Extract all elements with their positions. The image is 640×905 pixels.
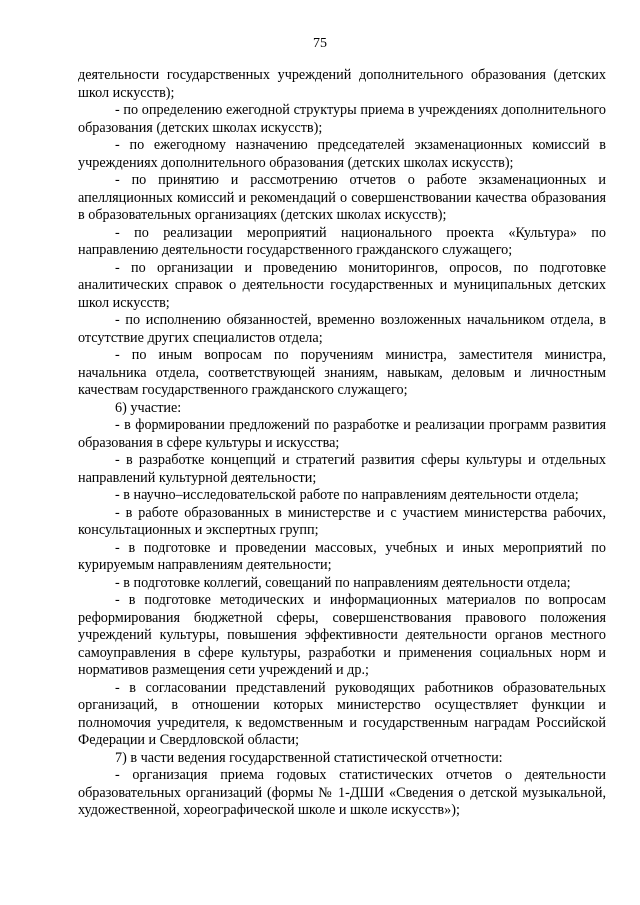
section-heading-participation: 6) участие:: [115, 399, 182, 416]
list-item-concepts-strategies: - в разработке концепций и стратегий развития сферы культуры и отдельных направлений культурной деятельности;: [78, 452, 606, 486]
list-item-methodical-materials: - в подготовке методических и информационных материалов по вопросам реформирования бюджетной сферы, совершенствования правового положения учреждений культуры, повышения эффективности деятельности органов местного самоуправления в сфере культуры, разработки и применения социальных норм и нормативов размещения сети учреждений и др.;: [78, 592, 606, 678]
list-item-temporary-duties: - по исполнению обязанностей, временно возложенных начальником отдела, в отсутствие других специалистов отдела;: [78, 312, 606, 346]
list-item-research-work: - в научно–исследовательской работе по направлениям деятельности отдела;: [115, 487, 579, 503]
list-item-admission-structure: - по определению ежегодной структуры приема в учреждениях дополнительного образования (детских школах искусств);: [78, 102, 606, 136]
list-item-collegium-meetings: - в подготовке коллегий, совещаний по направлениям деятельности отдела;: [115, 574, 571, 591]
list-item-program-proposals: - в формировании предложений по разработке и реализации программ развития образования в сфере культуры и искусства;: [78, 417, 606, 451]
section-heading-statistics: 7) в части ведения государственной статистической отчетности:: [115, 749, 503, 766]
list-item-monitoring: - по организации и проведению мониторингов, опросов, по подготовке аналитических справок о деятельности государственных и муниципальных детских школ искусств;: [78, 259, 606, 311]
list-item-working-groups: - в работе образованных в министерстве и с участием министерства рабочих, консультационных и экспертных групп;: [78, 504, 606, 538]
list-item-commission-reports: - по принятию и рассмотрению отчетов о работе экзаменационных и апелляционных комиссий и рекомендаций о совершенствовании качества образования в образовательных организациях (детских школах искусств);: [78, 172, 606, 223]
list-item-awards-approval: - в согласовании представлений руководящих работников образовательных организаций, в отношении которых министерство осуществляет функции и полномочия учредителя, к ведомственным и государственным наградам Российской Федерации и Свердловской области;: [78, 679, 606, 748]
list-item-mass-events: - в подготовке и проведении массовых, учебных и иных мероприятий по курируемым направлениям деятельности;: [78, 539, 606, 573]
page-number: 75: [313, 36, 327, 51]
document-body: [78, 67, 606, 820]
paragraph-continuation: деятельности государственных учреждений дополнительного образования (детских школ искусств);: [78, 67, 606, 101]
list-item-commission-chairs: - по ежегодному назначению председателей экзаменационных комиссий в учреждениях дополнительного образования (детских школах искусств);: [78, 137, 606, 171]
list-item-other-assignments: - по иным вопросам по поручениям министра, заместителя министра, начальника отдела, соответствующей знаниям, навыкам, деловым и личностным качествам государственного гражданского служащего;: [78, 347, 606, 398]
list-item-annual-reports: - организация приема годовых статистических отчетов о деятельности образовательных организаций (формы № 1-ДШИ «Сведения о детской музыкальной, художественной, хореографической школе и школе искусств»);: [78, 767, 606, 818]
list-item-national-project: - по реализации мероприятий национального проекта «Культура» по направлению деятельности государственного гражданского служащего;: [78, 224, 606, 258]
